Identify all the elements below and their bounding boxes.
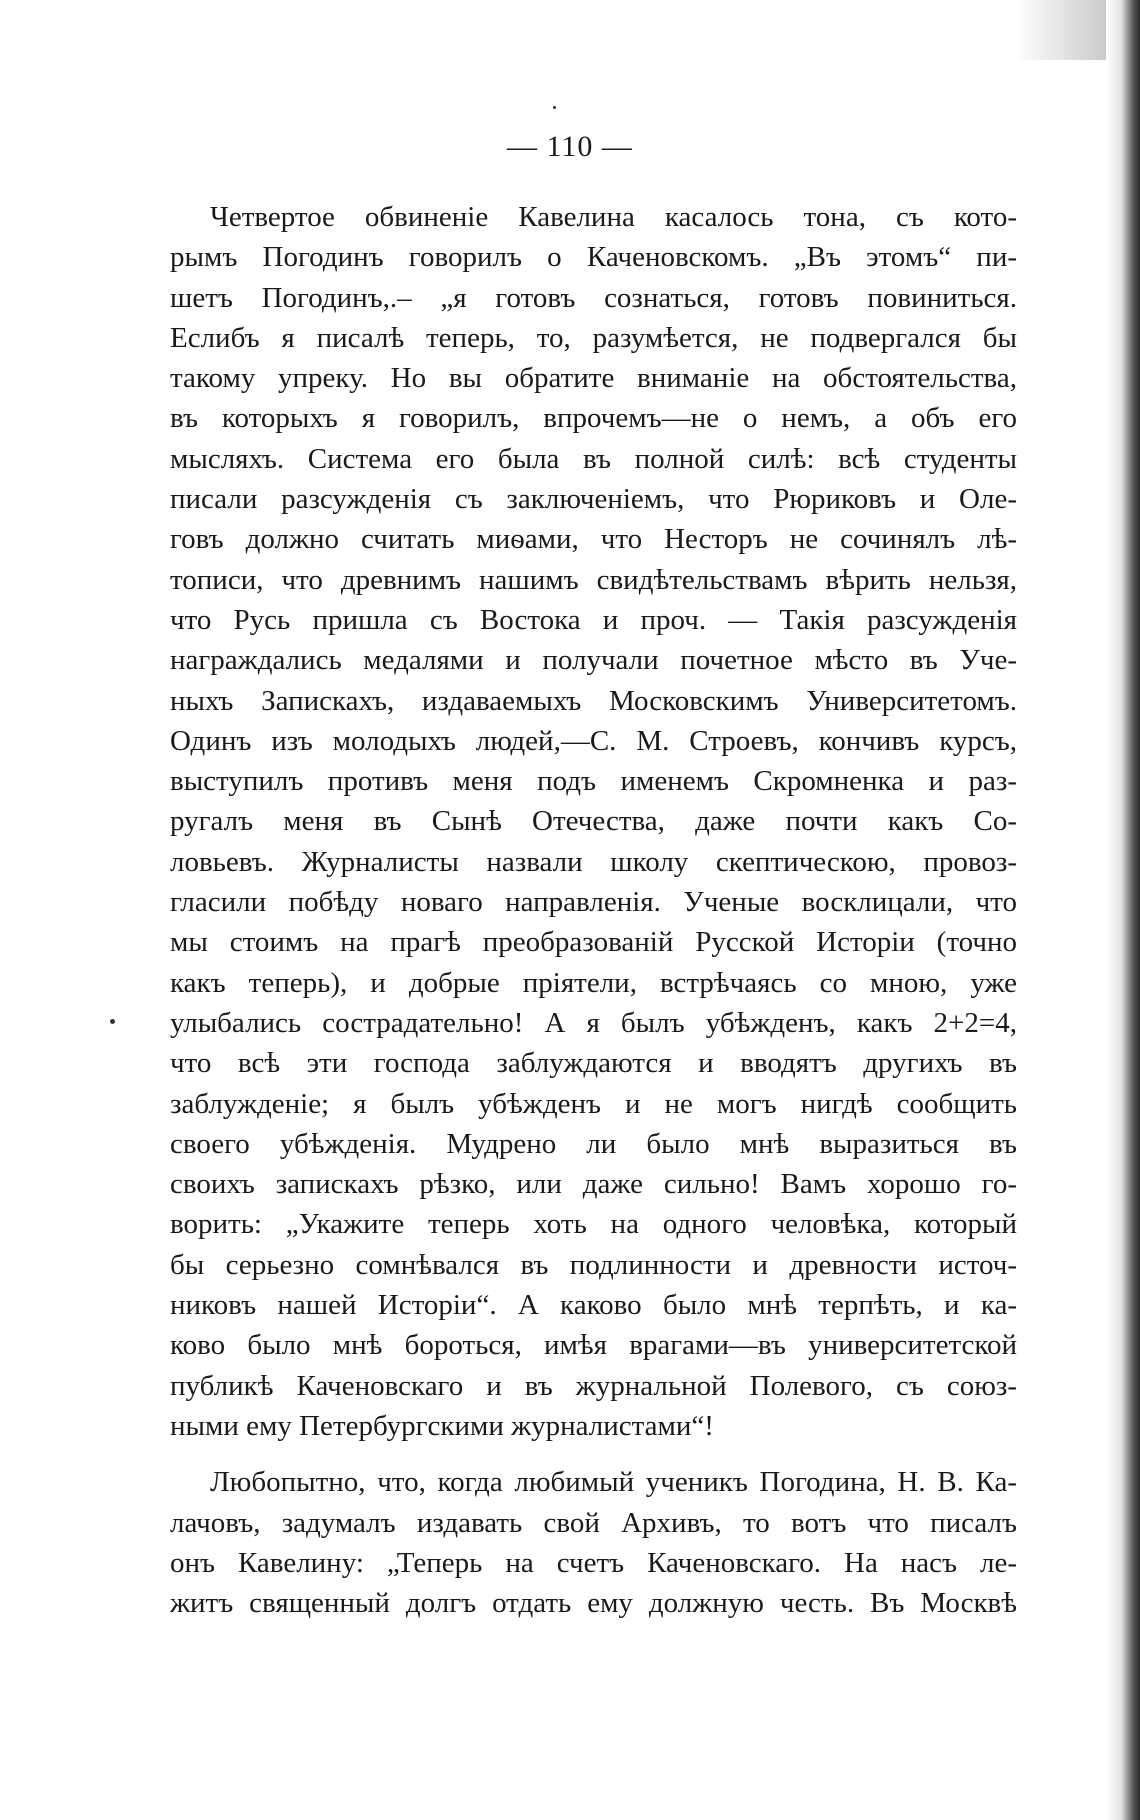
text-line: Четвертое обвиненіе Кавелина касалось тона, съ кото- [210,201,1017,233]
text-line: Одинъ изъ молодыхъ людей,—С. М. Строевъ, кончивъ курсъ, [170,724,1017,757]
text-line: своихъ запискахъ рѣзко, или даже сильно! Вамъ хорошо го- [170,1168,1017,1201]
text-line: Любопытно, что, когда любимый ученикъ Погодина, Н. В. Ка- [210,1466,1017,1499]
text-line: что Русь пришла съ Востока и проч. — Такія разсужденія [170,603,1017,636]
text-line: мы стоимъ на прагѣ преобразованій Русской Исторіи (точно [170,926,1017,959]
page-edge-shadow [1106,0,1140,1820]
text-line: Еслибъ я писалѣ теперь, то, разумѣется, не подвергался бы [170,321,1017,354]
paragraph-1 [170,197,1017,1446]
text-line: писали разсужденія съ заключеніемъ, что Рюриковъ и Оле- [170,483,1017,516]
text-line: онъ Кавелину: „Теперь на счетъ Каченовскаго. На насъ ле- [170,1546,1017,1579]
text-line: ково было мнѣ бороться, имѣя врагами—въ университетской [170,1329,1017,1362]
text-line: улыбались сострадательно! А я былъ убѣжденъ, какъ 2+2=4, [170,1006,1017,1039]
text-line: публикѣ Каченовскаго и въ журнальной Полевого, съ союз- [170,1369,1017,1402]
text-line: ругалъ меня въ Сынѣ Отечества, даже почти какъ Со- [170,805,1017,838]
page-number: — 110 — [507,130,633,163]
text-line: какъ теперь), и добрые пріятели, встрѣчаясь со мною, уже [170,966,1017,999]
text-line: рымъ Погодинъ говорилъ о Каченовскомъ. „Въ этомъ“ пи- [170,241,1017,274]
text-line: лачовъ, задумалъ издавать свой Архивъ, то вотъ что писалъ [170,1506,1017,1539]
scan-speck [553,106,556,109]
paragraph-gap [170,1446,1017,1462]
paragraph-2 [170,1462,1017,1623]
text-line: ворить: „Укажите теперь хоть на одного человѣка, который [170,1208,1017,1241]
text-line: житъ священный долгъ отдать ему должную честь. Въ Москвѣ [170,1587,1017,1620]
text-line: говъ должно считать миѳами, что Несторъ не сочинялъ лѣ- [170,523,1017,556]
text-line: ными ему Петербургскими журналистами“! [170,1409,714,1442]
body-text [170,197,1017,1623]
text-line: шетъ Погодинъ,.– „я готовъ сознаться, готовъ повиниться. [170,281,1017,314]
text-line: тописи, что древнимъ нашимъ свидѣтельствамъ вѣрить нельзя, [170,563,1017,596]
text-line: награждались медалями и получали почетное мѣсто въ Уче- [170,644,1017,677]
scan-speck [110,1019,115,1024]
text-line: въ которыхъ я говорилъ, впрочемъ—не о немъ, а объ его [170,402,1017,435]
text-line: никовъ нашей Исторіи“. А каково было мнѣ терпѣть, и ка- [170,1289,1017,1322]
text-line: такому упреку. Но вы обратите вниманіе на обстоятельства, [170,362,1017,395]
text-line: что всѣ эти господа заблуждаются и вводятъ другихъ въ [170,1047,1017,1080]
text-line: бы серьезно сомнѣвался въ подлинности и древности источ- [170,1248,1017,1281]
text-line: выступилъ противъ меня подъ именемъ Скромненка и раз- [170,765,1017,798]
text-line: ныхъ Запискахъ, издаваемыхъ Московскимъ Университетомъ. [170,684,1017,717]
text-line: своего убѣжденія. Мудрено ли было мнѣ выразиться въ [170,1127,1017,1160]
text-line: заблужденіе; я былъ убѣжденъ и не могъ нигдѣ сообщить [170,1087,1017,1120]
text-line: гласили побѣду новаго направленія. Ученые восклицали, что [170,886,1017,919]
text-line: ловьевъ. Журналисты назвали школу скептическою, провоз- [170,845,1017,878]
page-corner-shadow [1016,0,1106,60]
text-line: мысляхъ. Система его была въ полной силѣ: всѣ студенты [170,442,1017,475]
